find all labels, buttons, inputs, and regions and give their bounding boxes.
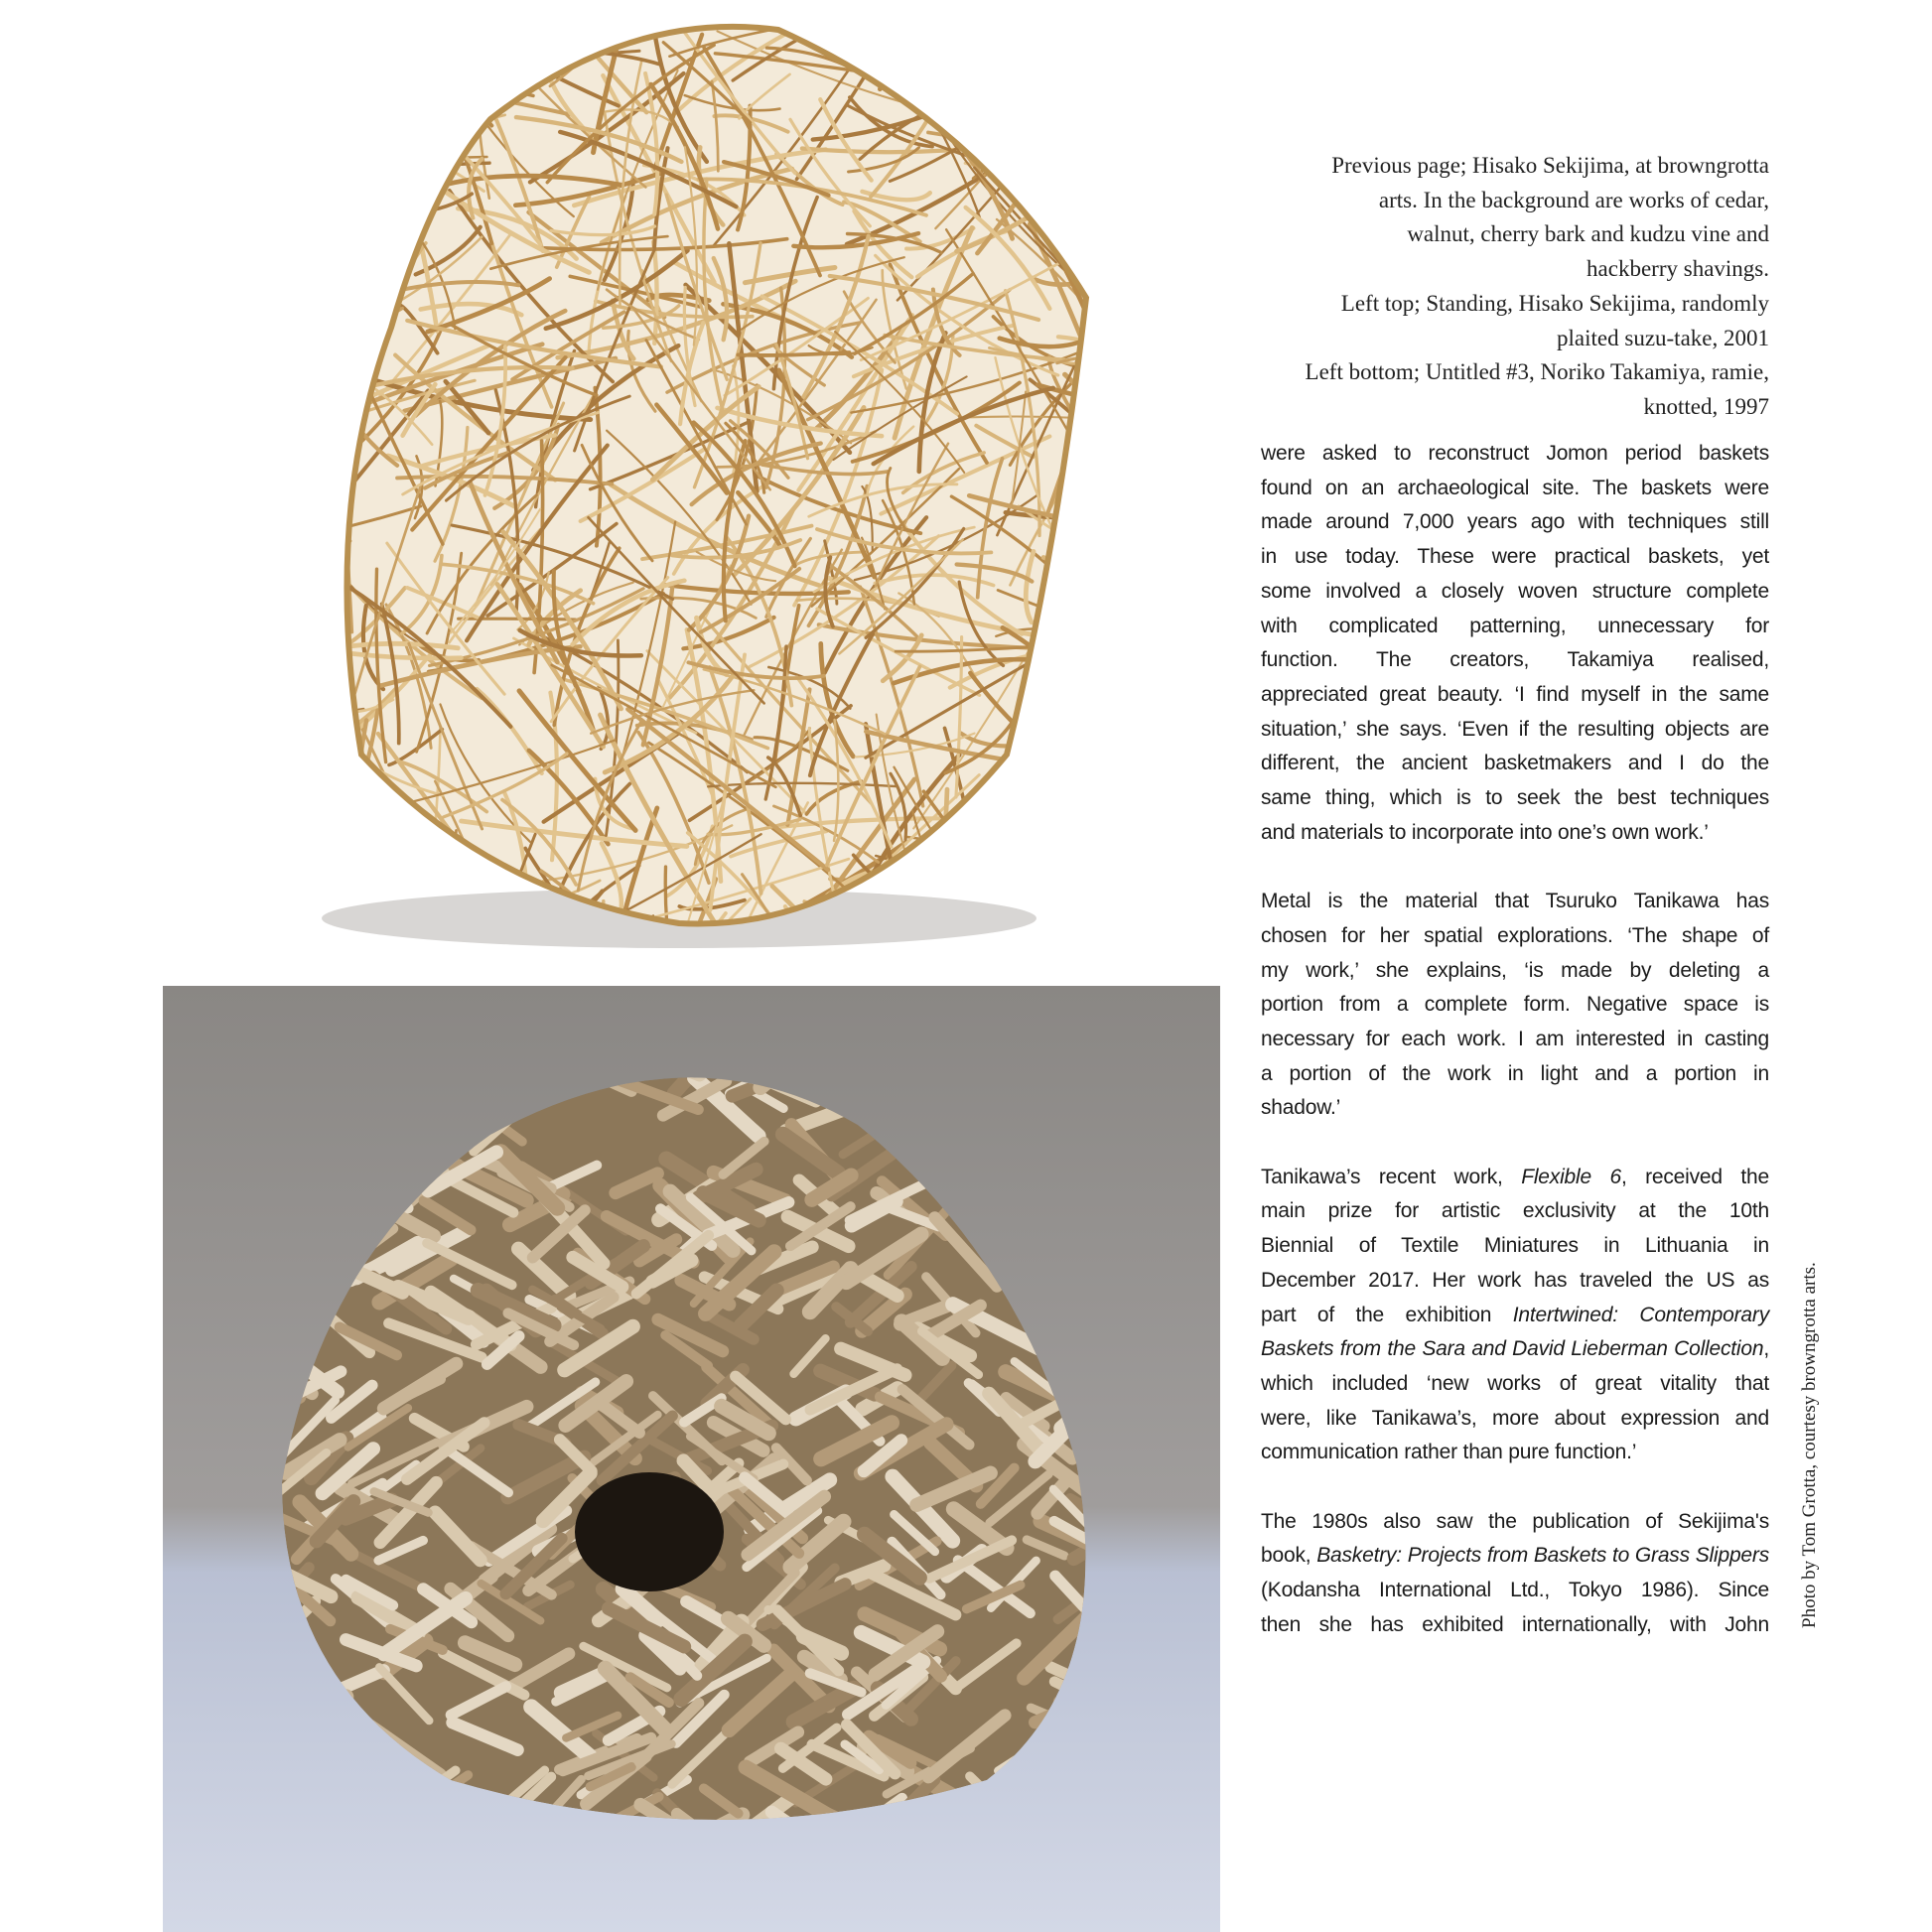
text-run: The 1980s also saw the publication of Sekijima's <box>1261 1509 1769 1533</box>
text-run: were, like Tanikawa’s, more about expression and <box>1261 1406 1769 1430</box>
text-run: and materials to incorporate into one’s own work.’ <box>1261 820 1709 844</box>
text-run: Tanikawa’s recent work, <box>1261 1165 1522 1188</box>
text-run: made around 7,000 years ago with techniques still <box>1261 510 1769 534</box>
text-line <box>1261 1608 1769 1643</box>
wicker-basket-image <box>163 0 1220 986</box>
text-line <box>1261 781 1769 816</box>
caption-line: walnut, cherry bark and kudzu vine and <box>1407 221 1769 247</box>
text-line <box>1261 885 1769 919</box>
italic-title: Basketry: Projects from Baskets to Grass Slippers <box>1316 1544 1769 1568</box>
text-line <box>1261 1402 1769 1437</box>
italic-title: Baskets from the Sara and David Lieberman Collection <box>1261 1337 1764 1361</box>
text-line <box>1261 540 1769 575</box>
text-run: were asked to reconstruct Jomon period baskets <box>1261 442 1769 465</box>
text-line <box>1261 1057 1769 1092</box>
text-run: part of the exhibition <box>1261 1303 1513 1326</box>
text-line <box>1261 643 1769 678</box>
text-run: different, the ancient basketmakers and I do the <box>1261 752 1769 775</box>
text-line <box>1261 988 1769 1023</box>
text-run: , <box>1763 1337 1769 1361</box>
text-line <box>1261 1264 1769 1299</box>
text-run: necessary for each work. I am interested in casting <box>1261 1027 1769 1050</box>
caption-line: knotted, 1997 <box>1643 393 1769 419</box>
ramie-basket-image <box>163 986 1220 1932</box>
text-line <box>1261 919 1769 954</box>
paragraph <box>1261 885 1769 1126</box>
text-line <box>1261 1194 1769 1229</box>
text-run: main prize for artistic exclusivity at the 10th <box>1261 1199 1769 1223</box>
italic-title: Flexible 6 <box>1521 1165 1621 1188</box>
text-line <box>1261 678 1769 713</box>
text-line <box>1261 575 1769 610</box>
text-run: portion from a complete form. Negative space is <box>1261 993 1769 1017</box>
text-run: found on an archaeological site. The baskets were <box>1261 476 1769 499</box>
text-run: situation,’ she says. ‘Even if the resulting objects are <box>1261 717 1769 741</box>
text-line <box>1261 713 1769 748</box>
text-line <box>1261 1023 1769 1057</box>
caption-line: Left bottom; Untitled #3, Noriko Takamiya, ramie, <box>1305 359 1769 385</box>
paragraph <box>1261 437 1769 850</box>
text-line <box>1261 610 1769 644</box>
text-run: Metal is the material that Tsuruko Tanikawa has <box>1261 890 1769 913</box>
text-run: my work,’ she explains, ‘is made by deleting a <box>1261 958 1769 982</box>
text-line <box>1261 1299 1769 1333</box>
text-run: in use today. These were practical baskets, yet <box>1261 545 1769 569</box>
caption-line: arts. In the background are works of cedar, <box>1378 187 1769 212</box>
text-run: (Kodansha International Ltd., Tokyo 1986). Since <box>1261 1579 1769 1602</box>
photo-caption <box>1253 149 1769 425</box>
text-run: a portion of the work in light and a portion in <box>1261 1061 1769 1085</box>
text-run: book, <box>1261 1544 1317 1568</box>
photo-untitled-3-basket <box>163 986 1220 1932</box>
paragraph <box>1261 1161 1769 1470</box>
text-run: , received the <box>1620 1165 1769 1188</box>
text-line <box>1261 472 1769 506</box>
text-line <box>1261 1091 1769 1126</box>
text-line <box>1261 437 1769 472</box>
text-line <box>1261 816 1769 851</box>
text-line <box>1261 1161 1769 1195</box>
basket-opening <box>575 1472 724 1591</box>
text-run: then she has exhibited internationally, with John <box>1261 1612 1769 1636</box>
photo-credit: Photo by Tom Grotta, courtesy browngrotta arts. <box>1799 1262 1820 1628</box>
caption-line: hackberry shavings. <box>1587 256 1769 282</box>
text-line <box>1261 1505 1769 1540</box>
italic-title: Intertwined: Contemporary <box>1512 1303 1770 1326</box>
text-line <box>1261 1436 1769 1470</box>
text-run: which included ‘new works of great vitality that <box>1261 1371 1769 1395</box>
text-run: same thing, which is to seek the best techniques <box>1261 786 1769 810</box>
text-line <box>1261 1367 1769 1402</box>
paragraph <box>1261 1505 1769 1643</box>
caption-line: Left top; Standing, Hisako Sekijima, randomly <box>1340 290 1769 316</box>
caption-line: Previous page; Hisako Sekijima, at browngrotta <box>1331 153 1769 178</box>
text-line <box>1261 1332 1769 1367</box>
text-line <box>1261 747 1769 781</box>
text-line <box>1261 1229 1769 1264</box>
text-run: chosen for her spatial explorations. ‘The shape of <box>1261 923 1769 947</box>
caption-line: plaited suzu-take, 2001 <box>1557 325 1769 350</box>
text-line <box>1261 505 1769 540</box>
article-body <box>1261 437 1769 1677</box>
text-run: Biennial of Textile Miniatures in Lithuania in <box>1261 1234 1769 1258</box>
photo-standing-basket <box>163 0 1220 986</box>
text-run: shadow.’ <box>1261 1096 1341 1120</box>
text-line <box>1261 1574 1769 1608</box>
text-run: December 2017. Her work has traveled the US as <box>1261 1268 1769 1292</box>
text-run: communication rather than pure function.’ <box>1261 1441 1637 1464</box>
text-run: some involved a closely woven structure complete <box>1261 579 1769 603</box>
text-run: function. The creators, Takamiya realised, <box>1261 648 1769 672</box>
text-run: with complicated patterning, unnecessary for <box>1261 614 1769 637</box>
text-line <box>1261 1539 1769 1574</box>
text-line <box>1261 954 1769 989</box>
text-run: appreciated great beauty. ‘I find myself in the same <box>1261 682 1769 706</box>
